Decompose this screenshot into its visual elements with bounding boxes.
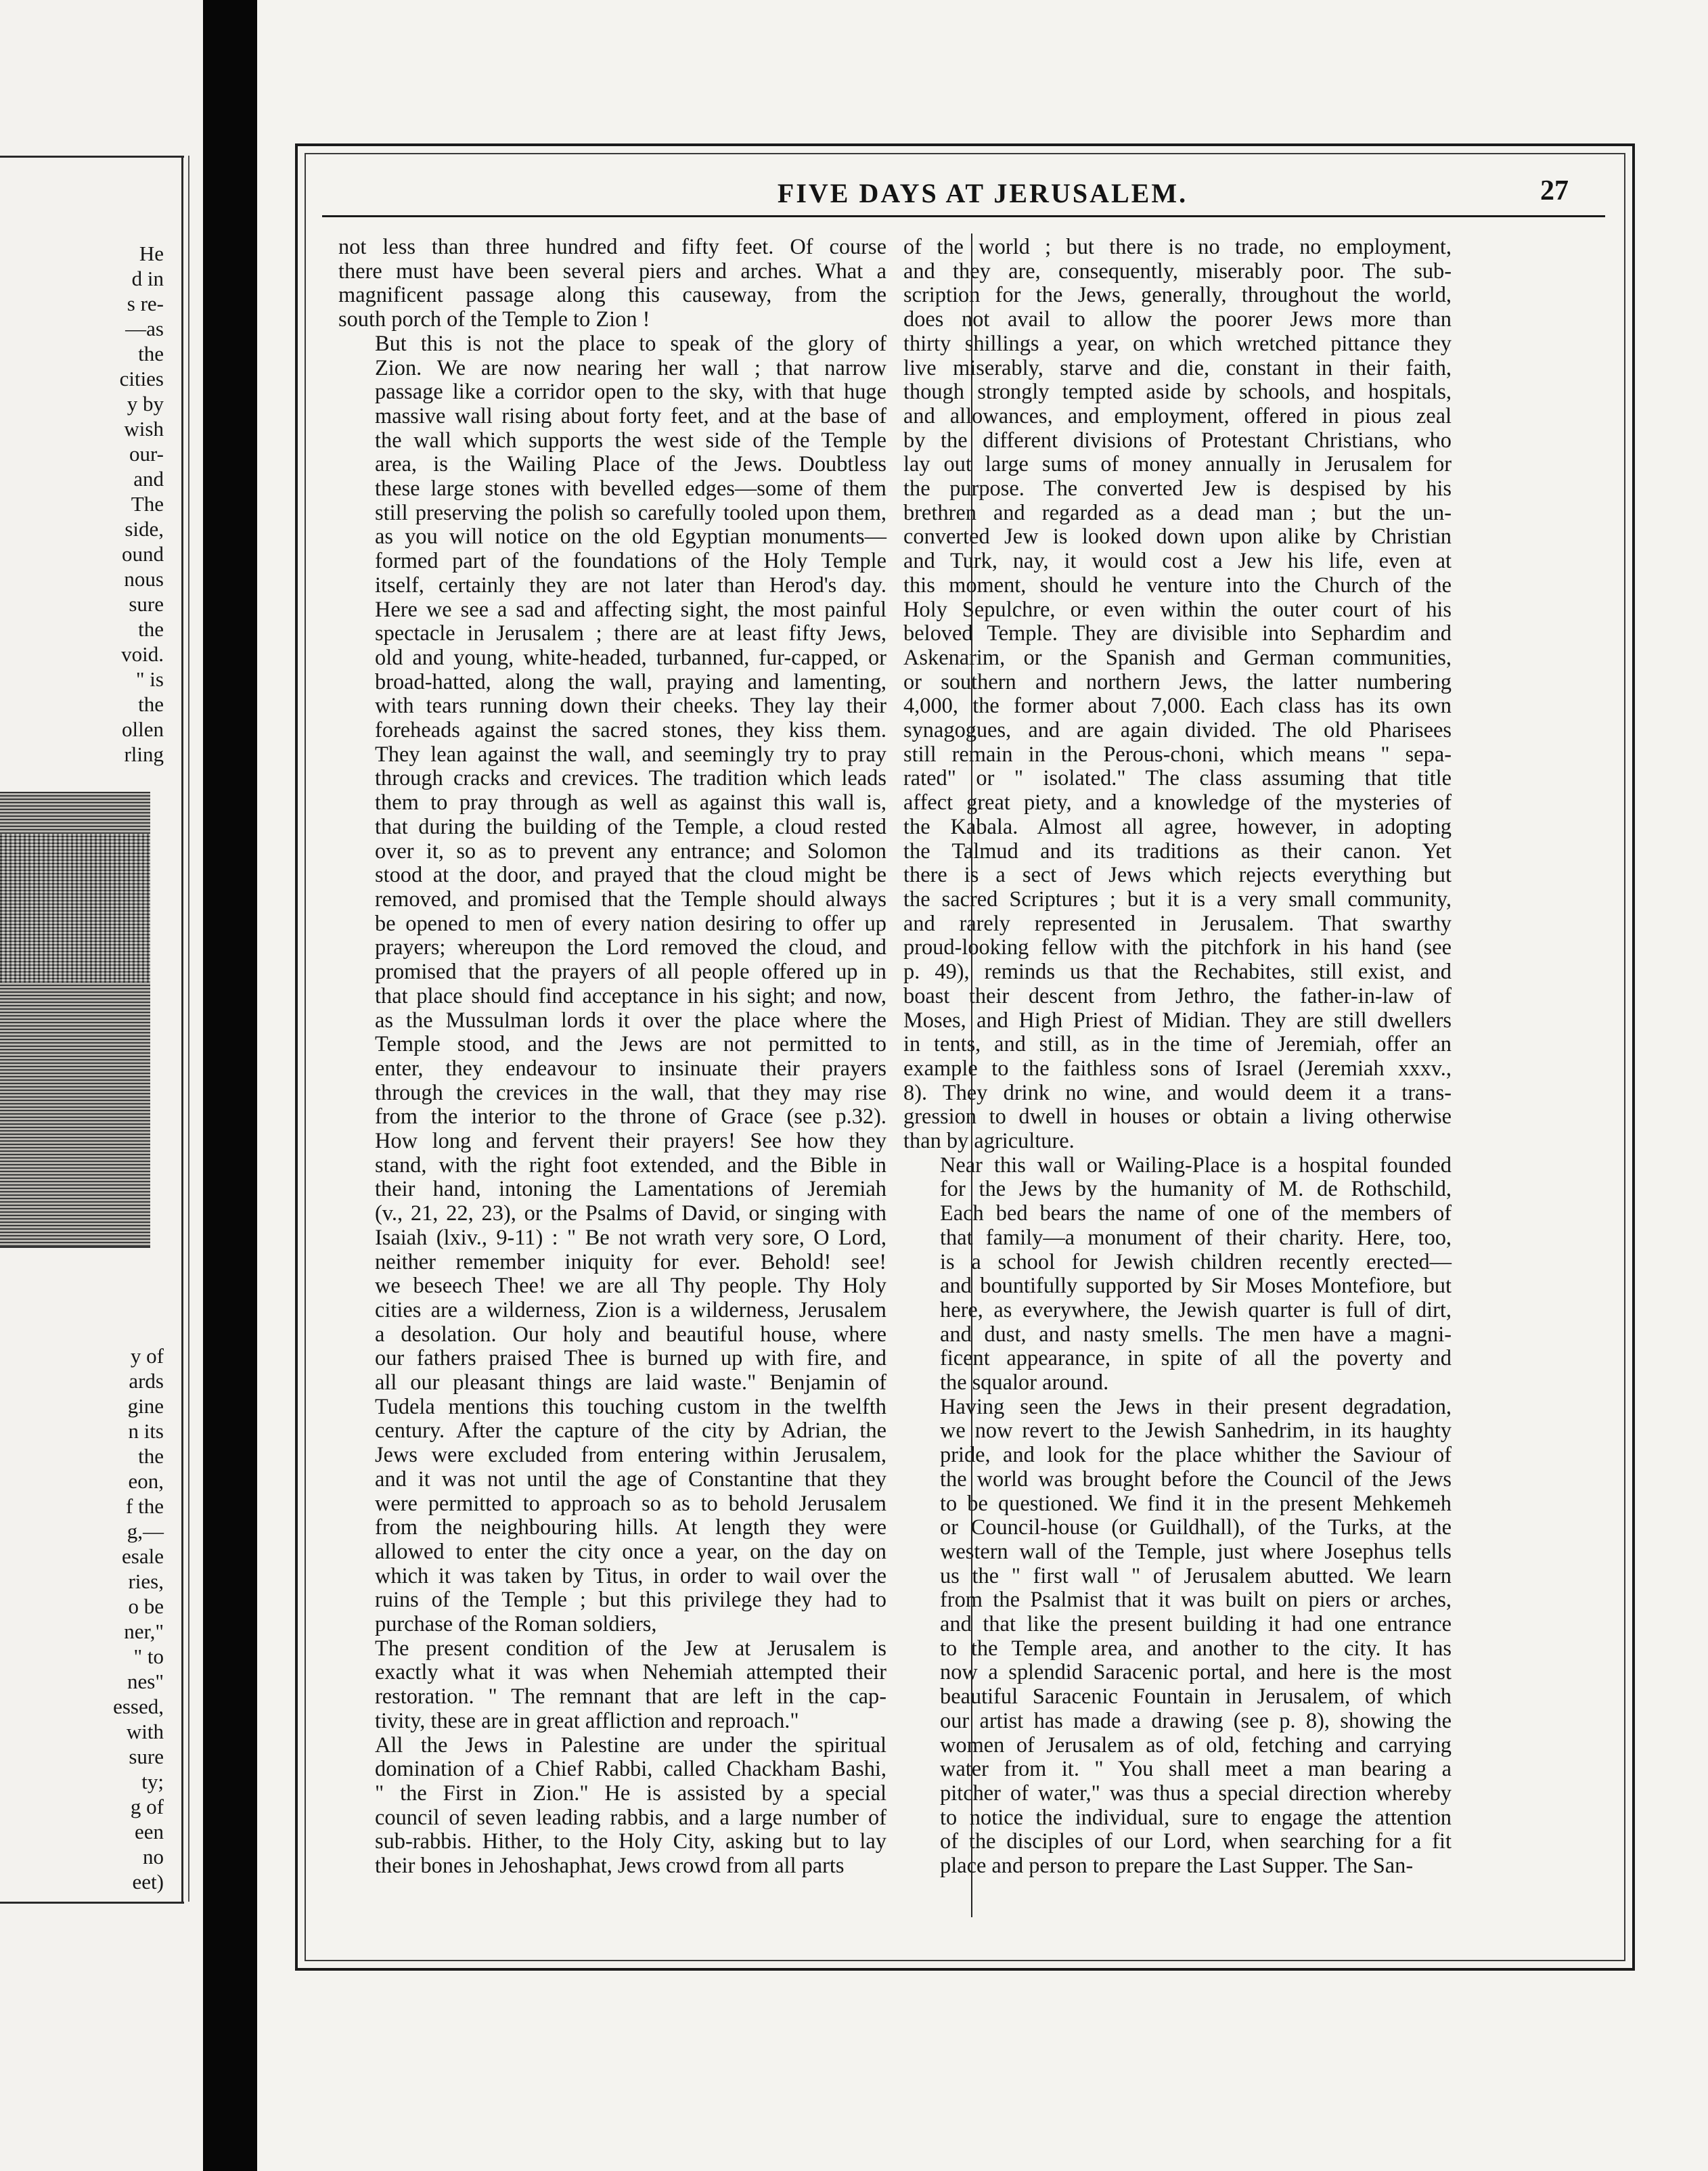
text-line: cities are a wilderness, Zion is a wilderness, Jerusalem [375, 1297, 886, 1322]
text-line: that during the building of the Temple, a cloud rested [375, 814, 886, 839]
text-line: south porch of the Temple to Zion ! [338, 307, 650, 332]
text-line: than by agriculture. [903, 1129, 1075, 1154]
text-line: How long and fervent their prayers! See how they [375, 1129, 886, 1154]
text-line: their bones in Jehoshaphat, Jews crowd from all parts [375, 1854, 845, 1879]
text-line: though strongly tempted aside by schools, and hospitals, [903, 380, 1452, 405]
text-line: we now revert to the Jewish Sanhedrim, in its haughty [940, 1418, 1452, 1443]
text-line: does not avail to allow the poorer Jews more than [903, 307, 1452, 332]
text-line: and they are, consequently, miserably poor. The sub- [903, 259, 1452, 284]
text-line: Having seen the Jews in their present degradation, [940, 1394, 1452, 1419]
text-line: formed part of the foundations of the Holy Temple [375, 549, 886, 574]
text-line: itself, certainly they are not later than Herod's day. [375, 573, 886, 598]
text-line: western wall of the Temple, just where Josephus tells [940, 1539, 1452, 1564]
text-line: and allowances, and employment, offered in pious zeal [903, 403, 1452, 428]
text-line: promised that the prayers of all people offered up in [375, 960, 886, 985]
text-line: area, is the Wailing Place of the Jews. Doubtless [375, 452, 886, 477]
adjacent-text-fragment: o be [128, 1594, 164, 1618]
text-line: domination of a Chief Rabbi, called Chackham Bashi, [375, 1757, 886, 1782]
text-line: scription for the Jews, generally, throughout the world, [903, 283, 1452, 308]
text-line: over it, so as to prevent any entrance; and Solomon [375, 838, 886, 864]
text-line: 8). They drink no wine, and would deem it a trans- [903, 1080, 1452, 1105]
text-line: the Kabala. Almost all agree, however, in adopting [903, 814, 1452, 839]
text-line: there must have been several piers and arches. What a [338, 259, 886, 284]
adjacent-text-fragment: g of [130, 1795, 164, 1818]
adjacent-text-fragment: een [134, 1820, 164, 1843]
text-line: the wall which supports the west side of the Temple [375, 428, 886, 453]
adjacent-page-border-inner [188, 156, 189, 1902]
text-line: ruins of the Temple ; but this privilege they had to [375, 1588, 886, 1613]
text-line: foreheads against the sacred stones, they kiss them. [375, 718, 886, 743]
adjacent-text-fragment: with [126, 1720, 164, 1743]
adjacent-text-fragment: f the [126, 1494, 164, 1518]
text-line: sub-rabbis. Hither, to the Holy City, asking but to lay [375, 1829, 886, 1854]
adjacent-text-fragment: essed, [113, 1695, 164, 1718]
paragraph [338, 1637, 886, 1734]
text-line: lay out large sums of money annually in Jerusalem for [903, 452, 1452, 477]
text-line: century. After the capture of the city by Adrian, the [375, 1418, 886, 1443]
adjacent-text-fragment: ner," [124, 1619, 164, 1643]
adjacent-text-fragment: ty; [141, 1770, 164, 1793]
adjacent-text-fragment: He [139, 242, 164, 265]
text-line: stood at the door, and prayed that the cloud might be [375, 863, 886, 888]
text-line: gression to dwell in houses or obtain a living otherwise [903, 1104, 1452, 1129]
text-line: live miserably, starve and die, constant in their faith, [903, 355, 1452, 380]
paragraph [338, 332, 886, 1637]
adjacent-text-fragment: side, [125, 517, 164, 541]
text-line: by the different divisions of Protestant Christians, who [903, 428, 1452, 453]
text-line: converted Jew is looked down upon alike by Christian [903, 524, 1452, 550]
text-line: here, as everywhere, the Jewish quarter is full of dirt, [940, 1297, 1452, 1322]
adjacent-text-fragment: our- [129, 442, 164, 466]
text-line: " the First in Zion." He is assisted by a special [375, 1781, 886, 1806]
text-line: Askenarim, or the Spanish and German communities, [903, 645, 1452, 670]
text-line: for the Jews by the humanity of M. de Rothschild, [940, 1177, 1452, 1202]
adjacent-text-fragment: the [138, 617, 164, 641]
text-line: or Council-house (or Guildhall), of the Turks, at the [940, 1515, 1452, 1540]
text-line: their hand, intoning the Lamentations of Jeremiah [375, 1177, 886, 1202]
text-line: through cracks and crevices. The tradition which leads [375, 766, 886, 791]
text-line: Moses, and High Priest of Midian. They are still dwellers [903, 1008, 1452, 1033]
adjacent-text-fragment: ards [129, 1369, 164, 1393]
paragraph [338, 1734, 886, 1879]
text-line: thirty shillings a year, on which wretched pittance they [903, 331, 1452, 356]
text-line: were permitted to approach so as to behold Jerusalem [375, 1491, 886, 1516]
text-line: and rarely represented in Jerusalem. That swarthy [903, 911, 1452, 936]
text-line: brethren and regarded as a dead man ; but the un- [903, 500, 1452, 525]
adjacent-text-fragment: d in [131, 267, 164, 290]
text-line: broad-hatted, along the wall, praying and lamenting, [375, 669, 886, 694]
text-line: in tents, and still, as in the time of Jeremiah, offer an [903, 1032, 1452, 1057]
text-line: beautiful Saracenic Fountain in Jerusalem, of which [940, 1684, 1452, 1709]
text-line: exactly what it was when Nehemiah attempted their [375, 1660, 886, 1685]
text-line: ficent appearance, in spite of all the poverty and [940, 1346, 1452, 1371]
adjacent-text-fragment: sure [129, 592, 164, 616]
text-line: us the " first wall " of Jerusalem abutted. We learn [940, 1563, 1452, 1588]
text-line: and Turk, nay, it would cost a Jew his life, even at [903, 549, 1452, 574]
text-line: the Talmud and its traditions as their canon. Yet [903, 838, 1452, 864]
text-line: there is a sect of Jews which rejects everything but [903, 863, 1452, 888]
adjacent-text-fragment: rling [124, 742, 164, 766]
text-line: Holy Sepulchre, or even within the outer court of his [903, 597, 1452, 622]
text-line: with tears running down their cheeks. They lay their [375, 694, 886, 719]
text-line: and bountifully supported by Sir Moses Montefiore, but [940, 1274, 1452, 1299]
text-line: affect great piety, and a knowledge of the mysteries of [903, 790, 1452, 815]
text-line: The present condition of the Jew at Jerusalem is [375, 1636, 886, 1661]
text-line: not less than three hundred and fifty feet. Of course [338, 235, 886, 259]
text-line: still remain in the Perous-choni, which means " sepa- [903, 742, 1452, 767]
text-line: restoration. " The remnant that are left in the cap- [375, 1684, 886, 1709]
adjacent-text-fragment: void. [121, 642, 164, 666]
paragraph [903, 236, 1452, 1154]
adjacent-text-fragment: esale [122, 1544, 164, 1568]
text-line: example to the faithless sons of Israel (Jeremiah xxxv., [903, 1056, 1452, 1081]
adjacent-text-fragment: eet) [132, 1870, 164, 1894]
adjacent-page-bottom-rule [0, 1902, 184, 1904]
header-rule [322, 215, 1605, 217]
text-line: magnificent passage along this causeway, from the [338, 283, 886, 308]
text-line: and that like the present building it had one entrance [940, 1612, 1452, 1637]
paragraph [903, 1395, 1452, 1879]
paragraph [903, 1154, 1452, 1395]
text-line: Jews were excluded from entering within Jerusalem, [375, 1443, 886, 1468]
text-line: which it was taken by Titus, in order to wail over the [375, 1563, 886, 1588]
text-line: Tudela mentions this touching custom in the twelfth [375, 1394, 886, 1419]
text-line: still preserving the polish so carefully tooled upon them, [375, 500, 886, 525]
text-line: Zion. We are now nearing her wall ; that narrow [375, 355, 886, 380]
text-column-left [338, 236, 886, 1879]
text-line: allowed to enter the city once a year, on the day on [375, 1539, 886, 1564]
paragraph [338, 236, 886, 332]
adjacent-text-fragment: " to [133, 1644, 164, 1668]
adjacent-text-fragment: g,— [127, 1519, 164, 1543]
text-line: a desolation. Our holy and beautiful house, where [375, 1322, 886, 1347]
running-title: FIVE DAYS AT JERUSALEM. [777, 178, 1188, 208]
text-line: pitcher of water," was thus a special direction whereby [940, 1781, 1452, 1806]
adjacent-text-fragment: s re- [127, 292, 164, 315]
text-line: council of seven leading rabbis, and a large number of [375, 1805, 886, 1830]
text-line: But this is not the place to speak of the glory of [375, 331, 886, 356]
text-line: beloved Temple. They are divisible into Sephardim and [903, 621, 1452, 646]
text-line: place and person to prepare the Last Supper. The San- [940, 1854, 1414, 1879]
text-line: the purpose. The converted Jew is despised by his [903, 476, 1452, 501]
text-line: them to pray through as well as against this wall is, [375, 790, 886, 815]
text-line: we beseech Thee! we are all Thy people. Thy Holy [375, 1274, 886, 1299]
text-line: old and young, white-headed, turbanned, fur-capped, or [375, 645, 886, 670]
book-page [257, 0, 1708, 2171]
text-line: Each bed bears the name of one of the members of [940, 1201, 1452, 1226]
text-line: massive wall rising about forty feet, and at the base of [375, 403, 886, 428]
text-line: now a splendid Saracenic portal, and here is the most [940, 1660, 1452, 1685]
text-line: of the world ; but there is no trade, no employment, [903, 235, 1452, 259]
text-line: and dust, and nasty smells. The men have a magni- [940, 1322, 1452, 1347]
text-line: this moment, should he venture into the Church of the [903, 573, 1452, 598]
text-line: and it was not until the age of Constantine that they [375, 1467, 886, 1492]
text-line: women of Jerusalem as of old, fetching and carrying [940, 1732, 1452, 1758]
text-line: that family—a monument of their charity. Here, too, [940, 1225, 1452, 1250]
adjacent-text-fragment: cities [119, 367, 164, 390]
text-line: the world was brought before the Council of the Jews [940, 1467, 1452, 1492]
text-line: Isaiah (lxiv., 9-11) : " Be not wrath very sore, O Lord, [375, 1225, 886, 1250]
adjacent-text-fragment: and [133, 467, 164, 491]
text-line: tivity, these are in great affliction and reproach." [375, 1708, 799, 1733]
text-line: Temple stood, and the Jews are not permitted to [375, 1032, 886, 1057]
adjacent-engraving [0, 792, 150, 1248]
adjacent-text-fragment: ollen [122, 717, 164, 741]
text-line: passage like a corridor open to the sky, with that huge [375, 380, 886, 405]
text-line: water from it. " You shall meet a man bearing a [940, 1757, 1452, 1782]
text-line: our fathers praised Thee is burned up with fire, and [375, 1346, 886, 1371]
text-line: 4,000, the former about 7,000. Each class has its own [903, 694, 1452, 719]
text-line: to be questioned. We find it in the present Mehkemeh [940, 1491, 1452, 1516]
text-line: is a school for Jewish children recently erected— [940, 1249, 1452, 1274]
text-line: p. 49), reminds us that the Rechabites, still exist, and [903, 960, 1452, 985]
text-line: the sacred Scriptures ; but it is a very small community, [903, 887, 1452, 912]
text-line: proud-looking fellow with the pitchfork in his hand (see [903, 935, 1452, 960]
text-line: be opened to men of every nation desiring to offer up [375, 911, 886, 936]
adjacent-text-fragments-bottom [113, 1343, 164, 1894]
adjacent-text-fragment: nous [124, 567, 164, 591]
text-line: to the Temple area, and another to the city. It has [940, 1636, 1452, 1661]
text-line: rated" or " isolated." The class assuming that title [903, 766, 1452, 791]
text-line: from the interior to the throne of Grace (see p.32). [375, 1104, 886, 1129]
adjacent-text-fragment: The [131, 492, 164, 516]
text-line: through the crevices in the wall, that they may rise [375, 1080, 886, 1105]
adjacent-text-fragment: gine [127, 1394, 164, 1418]
text-line: from the neighbouring hills. At length they were [375, 1515, 886, 1540]
text-line: Here we see a sad and affecting sight, the most painful [375, 597, 886, 622]
adjacent-text-fragment: wish [124, 417, 164, 441]
adjacent-text-fragment: nes" [127, 1670, 164, 1693]
text-column-right [903, 236, 1452, 1879]
adjacent-text-fragment: " is [135, 667, 164, 691]
adjacent-text-fragment: the [138, 1444, 164, 1468]
text-line: the squalor around. [940, 1370, 1109, 1395]
text-line: They lean against the wall, and seemingly try to pray [375, 742, 886, 767]
text-line: from the Psalmist that it was built on piers or arches, [940, 1588, 1452, 1613]
adjacent-text-fragment: no [143, 1845, 164, 1868]
text-line: neither remember iniquity for ever. Behold! see! [375, 1249, 886, 1274]
text-line: Near this wall or Wailing-Place is a hospital founded [940, 1152, 1452, 1178]
adjacent-text-fragment: ound [122, 542, 164, 566]
adjacent-text-fragment: y by [127, 392, 164, 416]
text-line: or southern and northern Jews, the latter numbering [903, 669, 1452, 694]
text-line: as you will notice on the old Egyptian monuments— [375, 524, 886, 550]
text-line: pride, and look for the place whither the Saviour of [940, 1443, 1452, 1468]
text-line: all our pleasant things are laid waste." Benjamin of [375, 1370, 886, 1395]
adjacent-text-fragment: the [138, 692, 164, 716]
adjacent-page-border [181, 156, 183, 1902]
adjacent-text-fragment: eon, [128, 1469, 164, 1493]
text-line: (v., 21, 22, 23), or the Psalms of David, or singing with [375, 1201, 886, 1226]
text-line: our artist has made a drawing (see p. 8), showing the [940, 1708, 1452, 1733]
text-line: spectacle in Jerusalem ; there are at least fifty Jews, [375, 621, 886, 646]
adjacent-text-fragment: the [138, 342, 164, 365]
adjacent-text-fragment: y of [130, 1344, 164, 1368]
adjacent-text-fragment: ries, [128, 1569, 164, 1593]
adjacent-text-fragment: sure [129, 1745, 164, 1768]
text-line: to notice the individual, sure to engage the attention [940, 1805, 1452, 1830]
text-line: as the Mussulman lords it over the place where the [375, 1008, 886, 1033]
text-line: boast their descent from Jethro, the father-in-law of [903, 983, 1452, 1008]
text-line: these large stones with bevelled edges—some of them [375, 476, 886, 501]
text-line: synagogues, and are again divided. The old Pharisees [903, 718, 1452, 743]
text-line: stand, with the right foot extended, and the Bible in [375, 1152, 886, 1178]
adjacent-page-top-rule [0, 156, 184, 158]
text-line: prayers; whereupon the Lord removed the cloud, and [375, 935, 886, 960]
page-number: 27 [1540, 175, 1569, 206]
text-line: of the disciples of our Lord, when searching for a fit [940, 1829, 1452, 1854]
text-line: All the Jews in Palestine are under the spiritual [375, 1732, 886, 1758]
adjacent-text-fragment: n its [128, 1419, 164, 1443]
text-line: that place should find acceptance in his sight; and now, [375, 983, 886, 1008]
text-line: removed, and promised that the Temple should always [375, 887, 886, 912]
adjacent-page [0, 0, 203, 2171]
text-line: purchase of the Roman soldiers, [375, 1612, 657, 1637]
adjacent-text-fragments-top [120, 241, 164, 767]
text-line: enter, they endeavour to insinuate their prayers [375, 1056, 886, 1081]
adjacent-text-fragment: —as [125, 317, 164, 340]
